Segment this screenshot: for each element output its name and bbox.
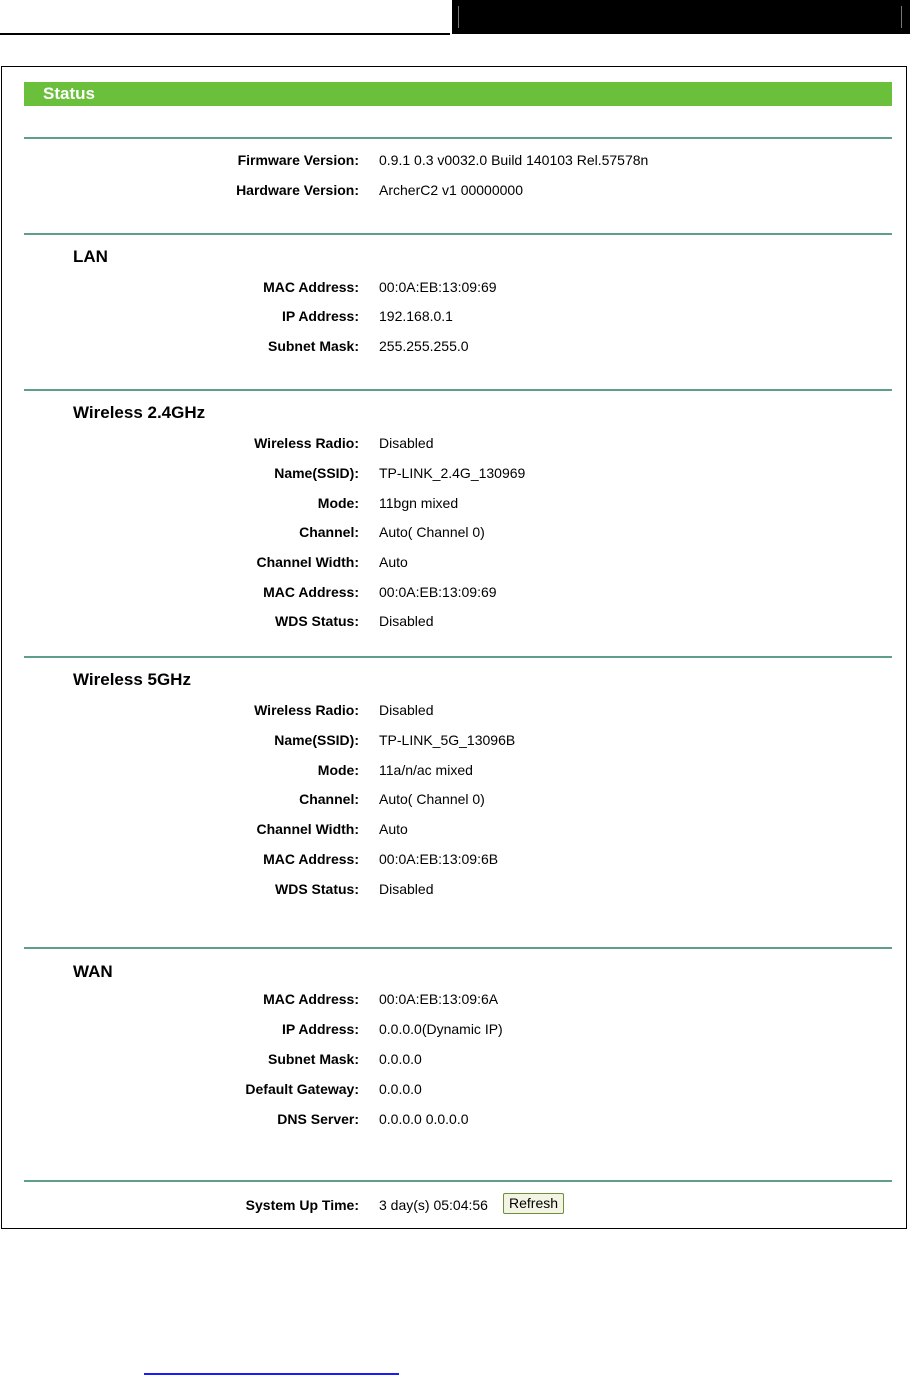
field-label: Name(SSID): xyxy=(274,465,359,481)
field-value: Disabled xyxy=(379,435,434,451)
wireless5-row xyxy=(2,819,906,839)
field-label: IP Address: xyxy=(281,1021,359,1037)
field-label: MAC Address: xyxy=(263,279,359,295)
wireless5-row xyxy=(2,789,906,809)
field-label: WDS Status: xyxy=(275,881,359,897)
status-title-bar xyxy=(24,82,892,106)
firmware-version-row xyxy=(2,150,906,170)
section-title-lan: LAN xyxy=(73,247,108,266)
field-label: Channel Width: xyxy=(256,821,359,837)
field-value: 0.0.0.0 xyxy=(379,1081,422,1097)
section-divider xyxy=(24,656,892,658)
field-value: 00:0A:EB:13:09:6A xyxy=(379,991,499,1007)
field-value: 255.255.255.0 xyxy=(379,338,469,354)
doc-header-bar-edge-left xyxy=(458,6,462,28)
field-label: Channel: xyxy=(299,524,359,540)
field-value: 3 day(s) 05:04:56 xyxy=(379,1197,488,1213)
section-divider xyxy=(24,947,892,949)
hardware-version-row xyxy=(2,180,906,200)
field-label: Mode: xyxy=(317,762,359,778)
field-value: 0.0.0.0 0.0.0.0 xyxy=(379,1111,469,1127)
wireless5-row xyxy=(2,879,906,899)
field-value: Auto xyxy=(379,554,408,570)
wan-row xyxy=(2,1109,906,1129)
lan-row xyxy=(2,277,906,297)
wireless24-row xyxy=(2,433,906,453)
field-label: MAC Address: xyxy=(263,584,359,600)
field-label: Subnet Mask: xyxy=(267,1051,359,1067)
field-label: IP Address: xyxy=(281,308,359,324)
wireless5-row xyxy=(2,849,906,869)
page-title: Status xyxy=(43,84,95,103)
field-value: Disabled xyxy=(379,881,434,897)
field-value: Auto xyxy=(379,821,408,837)
wireless24-row xyxy=(2,611,906,631)
field-label: Channel Width: xyxy=(256,554,359,570)
field-value: 11a/n/ac mixed xyxy=(379,762,473,778)
lan-row xyxy=(2,336,906,356)
lan-row xyxy=(2,306,906,326)
field-value: TP-LINK_5G_13096B xyxy=(379,732,516,748)
field-label: Wireless Radio: xyxy=(254,702,359,718)
field-value: 11bgn mixed xyxy=(379,495,459,511)
field-value: Disabled xyxy=(379,613,434,629)
wireless24-row xyxy=(2,522,906,542)
section-title-wireless-5ghz: Wireless 5GHz xyxy=(73,670,191,689)
field-label: WDS Status: xyxy=(275,613,359,629)
wireless24-row xyxy=(2,552,906,572)
section-divider xyxy=(24,233,892,235)
wireless5-row xyxy=(2,730,906,750)
wan-row xyxy=(2,1049,906,1069)
section-divider xyxy=(24,137,892,139)
field-label: MAC Address: xyxy=(263,991,359,1007)
field-label: Wireless Radio: xyxy=(254,435,359,451)
doc-header-rule xyxy=(0,33,450,35)
field-label: System Up Time: xyxy=(245,1197,359,1213)
section-divider xyxy=(24,389,892,391)
field-value: ArcherC2 v1 00000000 xyxy=(379,182,523,198)
field-value: 0.9.1 0.3 v0032.0 Build 140103 Rel.57578n xyxy=(379,152,649,168)
field-label: Subnet Mask: xyxy=(267,338,359,354)
refresh-button[interactable]: Refresh xyxy=(503,1193,564,1214)
doc-header-bar-edge-right xyxy=(898,6,902,28)
wan-row xyxy=(2,1079,906,1099)
field-label: Channel: xyxy=(299,791,359,807)
field-label: DNS Server: xyxy=(277,1111,359,1127)
status-panel xyxy=(1,66,907,1229)
wireless24-row xyxy=(2,582,906,602)
section-divider xyxy=(24,1180,892,1182)
wireless24-row xyxy=(2,463,906,483)
section-title-wireless-24ghz: Wireless 2.4GHz xyxy=(73,403,206,422)
field-label: Default Gateway: xyxy=(245,1081,359,1097)
field-label: Hardware Version: xyxy=(236,182,359,198)
field-value: Disabled xyxy=(379,702,434,718)
field-value: TP-LINK_2.4G_130969 xyxy=(379,465,526,481)
section-title-wan: WAN xyxy=(73,962,113,981)
wan-row xyxy=(2,1019,906,1039)
doc-header-bar xyxy=(452,0,910,34)
wireless24-row xyxy=(2,493,906,513)
field-value: 192.168.0.1 xyxy=(379,308,453,324)
field-value: 0.0.0.0(Dynamic IP) xyxy=(379,1021,503,1037)
wan-row xyxy=(2,989,906,1009)
field-label: MAC Address: xyxy=(263,851,359,867)
system-uptime-row xyxy=(2,1195,906,1215)
field-value: 0.0.0.0 xyxy=(379,1051,422,1067)
field-label: Name(SSID): xyxy=(274,732,359,748)
field-label: Firmware Version: xyxy=(237,152,359,168)
field-value: Auto( Channel 0) xyxy=(379,524,485,540)
field-value: 00:0A:EB:13:09:6B xyxy=(379,851,499,867)
field-label: Mode: xyxy=(317,495,359,511)
wireless5-row xyxy=(2,700,906,720)
field-value: 00:0A:EB:13:09:69 xyxy=(379,584,497,600)
wireless5-row xyxy=(2,760,906,780)
field-value: 00:0A:EB:13:09:69 xyxy=(379,279,497,295)
link-underline[interactable] xyxy=(144,1373,399,1375)
field-value: Auto( Channel 0) xyxy=(379,791,485,807)
